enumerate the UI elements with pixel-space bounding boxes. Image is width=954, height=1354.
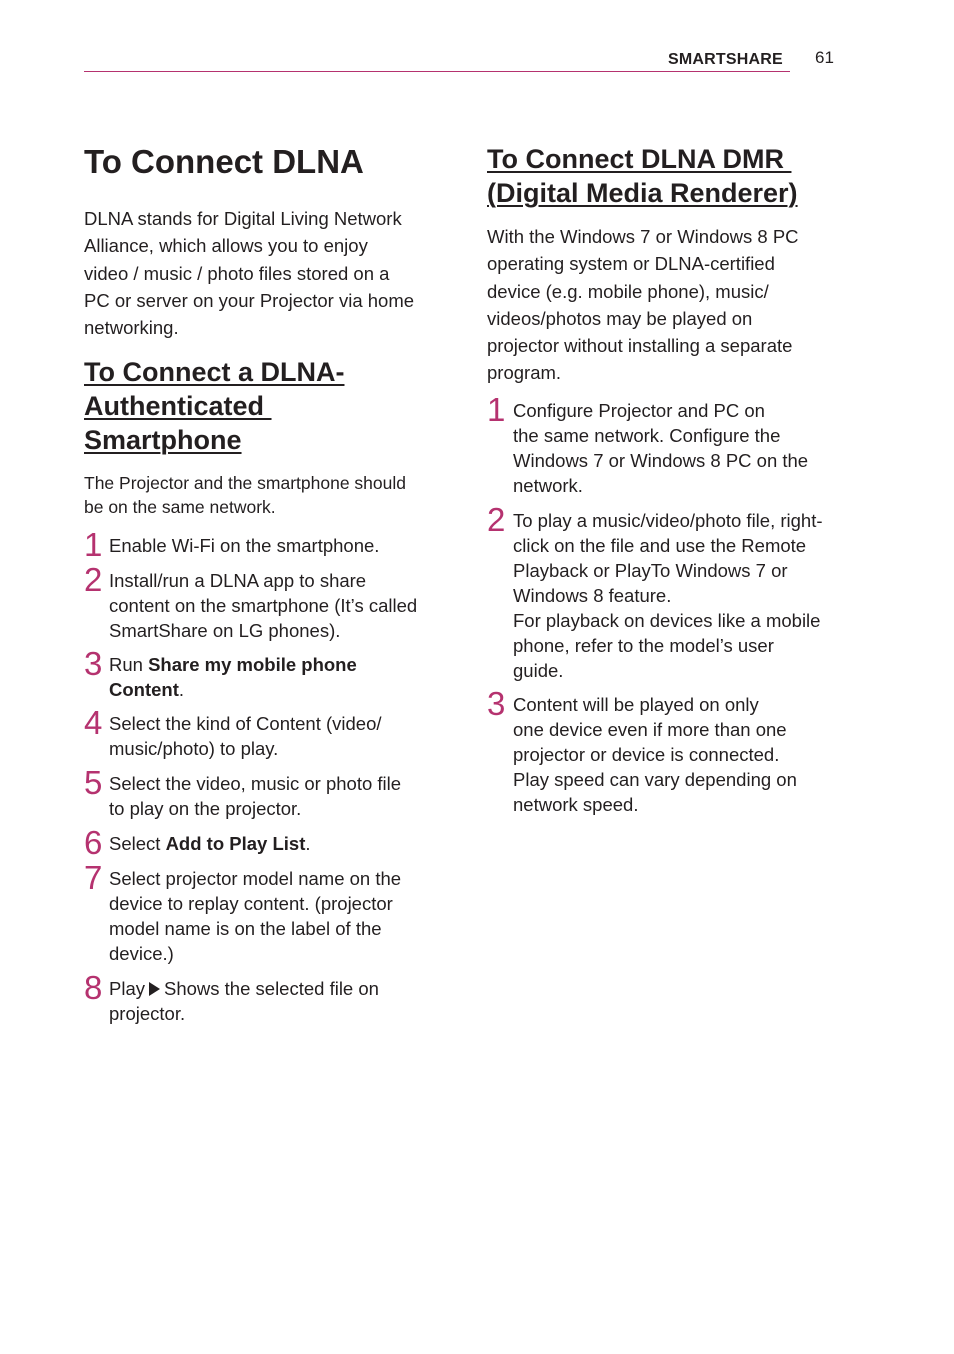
- step-number: 8: [84, 969, 103, 1006]
- step-text-plain: Run: [109, 654, 149, 675]
- intro-line: videos/photos may be played on: [487, 307, 753, 329]
- step-line: projector or device is connected.: [513, 744, 780, 765]
- intro-line: With the Windows 7 or Windows 8 PC: [487, 226, 799, 247]
- subheading-line: (Digital Media Renderer): [487, 178, 798, 208]
- step-number: 6: [84, 824, 103, 861]
- step-line: Windows 8 feature.: [513, 585, 672, 606]
- step-number: 4: [84, 704, 103, 741]
- step-text-bold: Share my mobile phone: [148, 654, 357, 675]
- step-line: the same network. Configure the: [513, 425, 781, 446]
- step-line: model name is on the label of the: [109, 918, 382, 939]
- header-divider: [84, 71, 790, 72]
- step-line: projector.: [109, 1003, 186, 1024]
- step-number: 2: [487, 501, 506, 538]
- step-number: 7: [84, 859, 103, 896]
- step-text-bold: Add to Play List: [165, 833, 306, 854]
- step-line: one device even if more than one: [513, 719, 787, 740]
- step-line: Play speed can vary depending on: [513, 769, 797, 790]
- step-item: [84, 704, 444, 761]
- intro-line: video / music / photo files stored on a: [84, 262, 390, 284]
- step-line: to play on the projector.: [109, 798, 302, 819]
- step-line: network.: [513, 475, 583, 496]
- step-line: Select the video, music or photo file: [109, 773, 402, 794]
- smartphone-intro: [84, 471, 444, 519]
- subheading-line: To Connect a DLNA-: [84, 357, 345, 387]
- step-item: [487, 391, 847, 498]
- intro-paragraph: [84, 205, 444, 341]
- step-number: 2: [84, 561, 103, 598]
- step-line: Select projector model name on the: [109, 868, 402, 889]
- subheading-line: Smartphone: [84, 425, 242, 455]
- step-line: network speed.: [513, 794, 639, 815]
- step-item: [84, 526, 444, 563]
- intro-line: PC or server on your Projector via home: [84, 289, 415, 311]
- section-label: SMARTSHARE: [668, 51, 783, 68]
- intro-line: Alliance, which allows you to enjoy: [84, 235, 368, 257]
- step-text-plain: Shows the selected file on: [164, 978, 379, 999]
- step-text-bold: Content: [109, 679, 179, 700]
- step-line: Enable Wi-Fi on the smartphone.: [109, 535, 380, 556]
- step-line: click on the file and use the Remote: [513, 535, 807, 556]
- intro-line: operating system or DLNA-certified: [487, 253, 775, 275]
- step-item: [487, 501, 847, 683]
- intro-line: DLNA stands for Digital Living Network: [84, 208, 402, 229]
- step-line: phone, refer to the model’s user: [513, 635, 774, 656]
- step-line: Install/run a DLNA app to share: [109, 570, 367, 591]
- step-line: Select the kind of Content (video/: [109, 713, 382, 734]
- dmr-intro: [487, 223, 847, 387]
- step-text-plain: .: [305, 833, 311, 854]
- intro-line: device (e.g. mobile phone), music/: [487, 280, 769, 302]
- step-text-plain: Select: [109, 833, 166, 854]
- step-line: Playback or PlayTo Windows 7 or: [513, 560, 788, 581]
- step-line: For playback on devices like a mobile: [513, 610, 821, 631]
- dmr-subheading: [487, 142, 847, 210]
- step-item: [84, 859, 444, 966]
- step-line: device.): [109, 943, 174, 964]
- intro-line: projector without installing a separate: [487, 335, 793, 357]
- step-line: Windows 7 or Windows 8 PC on the: [513, 450, 809, 471]
- intro-line: program.: [487, 362, 562, 384]
- step-item: [84, 764, 444, 821]
- subintro-line: be on the same network.: [84, 497, 276, 517]
- subintro-line: The Projector and the smartphone should: [84, 473, 406, 493]
- intro-line: networking.: [84, 317, 179, 339]
- subheading-line: Authenticated: [84, 391, 272, 421]
- step-number: 5: [84, 764, 103, 801]
- step-item: [84, 645, 444, 702]
- step-line: SmartShare on LG phones).: [109, 620, 341, 641]
- page-number: 61: [815, 48, 834, 67]
- step-text-plain: .: [178, 679, 185, 700]
- step-line: To play a music/video/photo file, right-: [513, 510, 823, 531]
- step-item: [84, 824, 444, 861]
- subheading-line: To Connect DLNA DMR: [487, 144, 792, 174]
- page-title: To Connect DLNA: [84, 143, 364, 180]
- step-number: 3: [487, 685, 506, 722]
- step-item: [84, 561, 444, 643]
- play-icon: [149, 982, 160, 996]
- step-number: 1: [487, 391, 506, 428]
- step-item: [487, 685, 847, 817]
- step-number: 1: [84, 526, 103, 563]
- step-line: guide.: [513, 660, 564, 681]
- step-line: Content will be played on only: [513, 694, 759, 715]
- step-line: device to replay content. (projector: [109, 893, 393, 914]
- step-text-plain: Play: [109, 978, 145, 999]
- step-line: content on the smartphone (It’s called: [109, 595, 418, 616]
- step-line: Configure Projector and PC on: [513, 400, 765, 421]
- step-line: music/photo) to play.: [109, 738, 279, 759]
- smartphone-subheading: [84, 355, 444, 457]
- step-item: [84, 969, 444, 1026]
- step-number: 3: [84, 645, 103, 682]
